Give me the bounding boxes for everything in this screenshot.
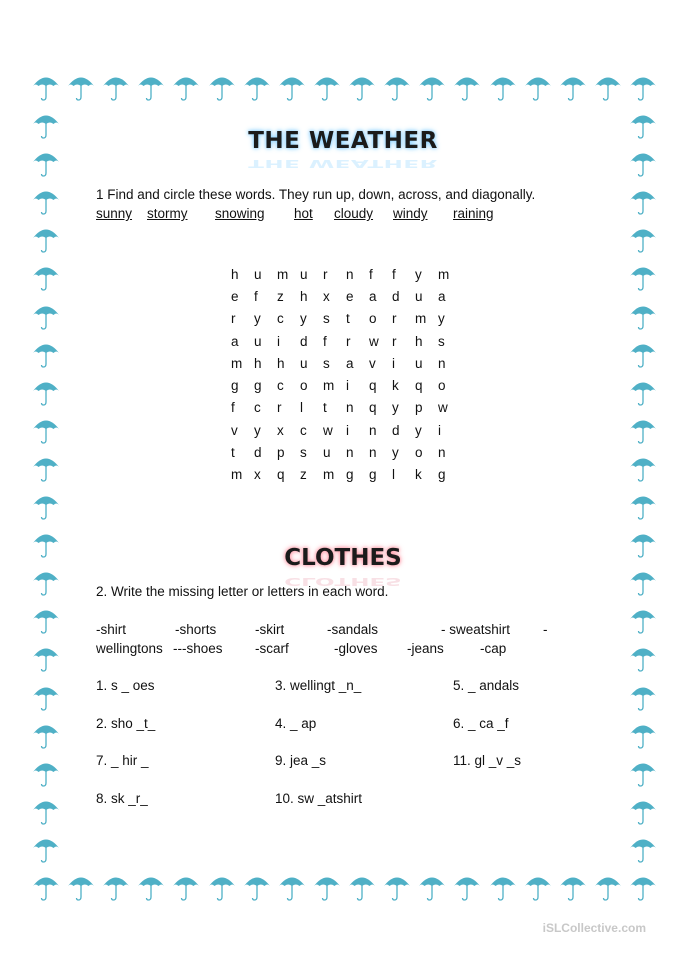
grid-letter: i [392, 355, 395, 371]
grid-letter: y [438, 311, 445, 327]
umbrella-icon [383, 872, 411, 902]
grid-letter: y [392, 445, 399, 461]
weather-title: THE WEATHER [248, 128, 438, 154]
grid-letter: g [369, 467, 377, 483]
wordbank-word: -skirt [255, 622, 285, 637]
search-word: snowing [215, 206, 265, 221]
search-word: sunny [96, 206, 133, 221]
grid-letter: r [392, 333, 397, 349]
wordbank-word: -gloves [334, 641, 378, 656]
umbrella-icon [278, 872, 306, 902]
grid-letter: x [254, 467, 261, 483]
grid-letter: u [415, 288, 423, 304]
grid-letter: o [415, 445, 423, 461]
umbrella-icon [32, 301, 60, 331]
grid-letter: y [415, 422, 422, 438]
exercise-item: 7. _ hir _ [96, 753, 149, 768]
grid-letter: u [323, 445, 331, 461]
umbrella-icon [629, 72, 657, 102]
umbrella-icon [418, 72, 446, 102]
wordbank-word: -cap [480, 641, 507, 656]
search-word: cloudy [334, 206, 374, 221]
grid-letter: n [369, 422, 377, 438]
grid-letter: o [369, 311, 377, 327]
wordbank-word: -scarf [255, 641, 289, 656]
umbrella-icon [629, 262, 657, 292]
grid-letter: u [254, 333, 262, 349]
grid-letter: s [323, 355, 330, 371]
grid-letter: d [254, 445, 262, 461]
grid-letter: a [369, 288, 377, 304]
grid-letter: f [254, 288, 258, 304]
grid-letter: c [277, 378, 284, 394]
grid-letter: l [300, 400, 303, 416]
grid-letter: m [277, 266, 289, 282]
grid-letter: q [369, 400, 377, 416]
grid-letter: h [300, 288, 308, 304]
grid-letter: g [346, 467, 354, 483]
umbrella-icon [559, 72, 587, 102]
grid-letter: m [231, 355, 243, 371]
wordbank-word: -sandals [327, 622, 379, 637]
exercise-item: 6. _ ca _f [453, 716, 509, 731]
search-word: windy [393, 206, 428, 221]
grid-letter: c [300, 422, 307, 438]
umbrella-icon [348, 72, 376, 102]
grid-letter: n [346, 445, 354, 461]
watermark: iSLCollective.com [542, 921, 646, 935]
exercise-item: 11. gl _v _s [453, 753, 522, 768]
umbrella-icon [137, 872, 165, 902]
exercise-item: 9. jea _s [275, 753, 327, 768]
grid-letter: d [300, 333, 308, 349]
umbrella-icon [453, 872, 481, 902]
grid-letter: e [231, 288, 239, 304]
grid-letter: n [438, 355, 446, 371]
grid-letter: z [300, 467, 307, 483]
grid-letter: h [415, 333, 423, 349]
grid-row [231, 330, 461, 352]
grid-letter: w [323, 422, 333, 438]
exercise-item: 3. wellingt _n_ [275, 678, 362, 693]
umbrella-icon [489, 72, 517, 102]
grid-letter: r [277, 400, 282, 416]
grid-letter: q [369, 378, 377, 394]
grid-letter: f [369, 266, 373, 282]
grid-letter: i [438, 422, 441, 438]
grid-letter: r [392, 311, 397, 327]
umbrella-icon [418, 872, 446, 902]
grid-letter: k [392, 378, 399, 394]
grid-letter: h [231, 266, 239, 282]
grid-letter: d [392, 288, 400, 304]
grid-letter: i [277, 333, 280, 349]
grid-letter: k [415, 467, 422, 483]
grid-letter: x [277, 422, 284, 438]
umbrella-icon [524, 872, 552, 902]
grid-letter: y [415, 266, 422, 282]
grid-letter: e [346, 288, 354, 304]
wordbank-word: ---shoes [173, 641, 223, 656]
grid-letter: c [277, 311, 284, 327]
umbrella-icon [594, 872, 622, 902]
grid-row [231, 464, 461, 486]
grid-letter: f [392, 266, 396, 282]
grid-letter: t [346, 311, 350, 327]
umbrella-icon [629, 377, 657, 407]
exercise-item: 4. _ ap [275, 716, 317, 731]
grid-letter: r [231, 311, 236, 327]
umbrella-icon [629, 643, 657, 673]
umbrella-icon [243, 872, 271, 902]
exercise-item: 2. sho _t_ [96, 716, 156, 731]
umbrella-icon [629, 491, 657, 521]
umbrella-icon [102, 872, 130, 902]
clothes-title-reflection: CLOTHES [284, 575, 402, 587]
umbrella-icon [629, 415, 657, 445]
grid-letter: n [369, 445, 377, 461]
grid-letter: y [254, 311, 261, 327]
clothes-title: CLOTHES [284, 545, 402, 571]
umbrella-icon [208, 872, 236, 902]
grid-letter: d [392, 422, 400, 438]
wordbank-word: - sweatshirt [441, 622, 511, 637]
umbrella-icon [32, 72, 60, 102]
search-word: stormy [147, 206, 188, 221]
exercise-item: 8. sk _r_ [96, 791, 148, 806]
grid-letter: m [323, 467, 335, 483]
umbrella-icon [32, 796, 60, 826]
grid-letter: t [323, 400, 327, 416]
grid-letter: u [300, 355, 308, 371]
umbrella-icon [32, 491, 60, 521]
grid-letter: g [438, 467, 446, 483]
umbrella-icon [629, 720, 657, 750]
grid-letter: p [415, 400, 423, 416]
umbrella-icon [629, 872, 657, 902]
wordbank-word: - [543, 622, 548, 637]
umbrella-icon [629, 186, 657, 216]
umbrella-icon [383, 72, 411, 102]
clothes-instruction: 2. Write the missing letter or letters in each word. [96, 584, 389, 599]
umbrella-icon [32, 643, 60, 673]
umbrella-icon [594, 72, 622, 102]
grid-letter: r [346, 333, 351, 349]
grid-row [231, 441, 461, 463]
umbrella-icon [559, 872, 587, 902]
grid-letter: v [369, 355, 376, 371]
grid-letter: n [346, 400, 354, 416]
grid-letter: a [346, 355, 354, 371]
grid-letter: h [277, 355, 285, 371]
umbrella-icon [32, 224, 60, 254]
grid-letter: z [277, 288, 284, 304]
grid-letter: t [231, 445, 235, 461]
grid-letter: m [231, 467, 243, 483]
grid-letter: v [231, 422, 238, 438]
umbrella-icon [629, 301, 657, 331]
umbrella-icon [208, 72, 236, 102]
grid-letter: i [346, 422, 349, 438]
grid-row [231, 263, 461, 285]
umbrella-icon [313, 872, 341, 902]
wordbank-word: wellingtons [96, 641, 163, 656]
grid-letter: g [231, 378, 239, 394]
grid-letter: w [438, 400, 448, 416]
umbrella-icon [67, 872, 95, 902]
exercise-item: 10. sw _atshirt [275, 791, 363, 806]
weather-instruction: 1 Find and circle these words. They run up, down, across, and diagonally. [96, 187, 536, 202]
umbrella-icon [172, 872, 200, 902]
wordbank-word: -shirt [96, 622, 126, 637]
umbrella-icon [243, 72, 271, 102]
grid-letter: w [369, 333, 379, 349]
umbrella-icon [629, 682, 657, 712]
grid-letter: u [300, 266, 308, 282]
umbrella-icon [629, 834, 657, 864]
umbrella-icon [313, 72, 341, 102]
umbrella-icon [32, 758, 60, 788]
grid-letter: m [415, 311, 427, 327]
grid-letter: m [323, 378, 335, 394]
grid-letter: y [300, 311, 307, 327]
umbrella-icon [32, 605, 60, 635]
grid-letter: c [254, 400, 261, 416]
grid-letter: q [415, 378, 423, 394]
umbrella-icon [32, 377, 60, 407]
grid-row [231, 397, 461, 419]
umbrella-icon [524, 72, 552, 102]
grid-letter: p [277, 445, 285, 461]
grid-letter: y [392, 400, 399, 416]
grid-row [231, 308, 461, 330]
exercise-item: 1. s _ oes [96, 678, 155, 693]
umbrella-icon [32, 186, 60, 216]
exercise-item: 5. _ andals [453, 678, 520, 693]
grid-letter: u [254, 266, 262, 282]
grid-letter: n [438, 445, 446, 461]
umbrella-icon [32, 872, 60, 902]
grid-letter: o [300, 378, 308, 394]
umbrella-icon [278, 72, 306, 102]
umbrella-icon [32, 682, 60, 712]
grid-letter: r [323, 266, 328, 282]
grid-letter: f [323, 333, 327, 349]
grid-letter: s [323, 311, 330, 327]
umbrella-icon [348, 872, 376, 902]
umbrella-icon [453, 72, 481, 102]
search-word: hot [294, 206, 313, 221]
weather-title-reflection: THE WEATHER [248, 157, 438, 169]
umbrella-icon [102, 72, 130, 102]
wordbank-word: -shorts [175, 622, 217, 637]
umbrella-icon [629, 339, 657, 369]
word-search-grid [231, 263, 461, 486]
grid-letter: g [254, 378, 262, 394]
grid-letter: a [231, 333, 239, 349]
grid-letter: n [346, 266, 354, 282]
wordbank-word: -jeans [407, 641, 444, 656]
umbrella-icon [32, 262, 60, 292]
grid-letter: i [346, 378, 349, 394]
umbrella-icon [629, 758, 657, 788]
umbrella-icon [67, 72, 95, 102]
umbrella-icon [489, 872, 517, 902]
umbrella-icon [629, 453, 657, 483]
grid-letter: s [300, 445, 307, 461]
umbrella-icon [629, 796, 657, 826]
umbrella-icon [32, 453, 60, 483]
umbrella-icon [137, 72, 165, 102]
umbrella-icon [32, 415, 60, 445]
grid-letter: m [438, 266, 450, 282]
grid-row [231, 419, 461, 441]
umbrella-icon [629, 224, 657, 254]
grid-letter: x [323, 288, 330, 304]
grid-row [231, 285, 461, 307]
grid-letter: y [254, 422, 261, 438]
grid-letter: h [254, 355, 262, 371]
grid-letter: f [231, 400, 235, 416]
grid-letter: u [415, 355, 423, 371]
umbrella-icon [172, 72, 200, 102]
grid-letter: l [392, 467, 395, 483]
grid-letter: a [438, 288, 446, 304]
umbrella-icon [629, 605, 657, 635]
umbrella-icon [32, 720, 60, 750]
search-word: raining [453, 206, 494, 221]
grid-row [231, 374, 461, 396]
grid-letter: q [277, 467, 285, 483]
umbrella-icon [32, 339, 60, 369]
umbrella-icon [32, 834, 60, 864]
grid-row [231, 352, 461, 374]
grid-letter: o [438, 378, 446, 394]
grid-letter: s [438, 333, 445, 349]
